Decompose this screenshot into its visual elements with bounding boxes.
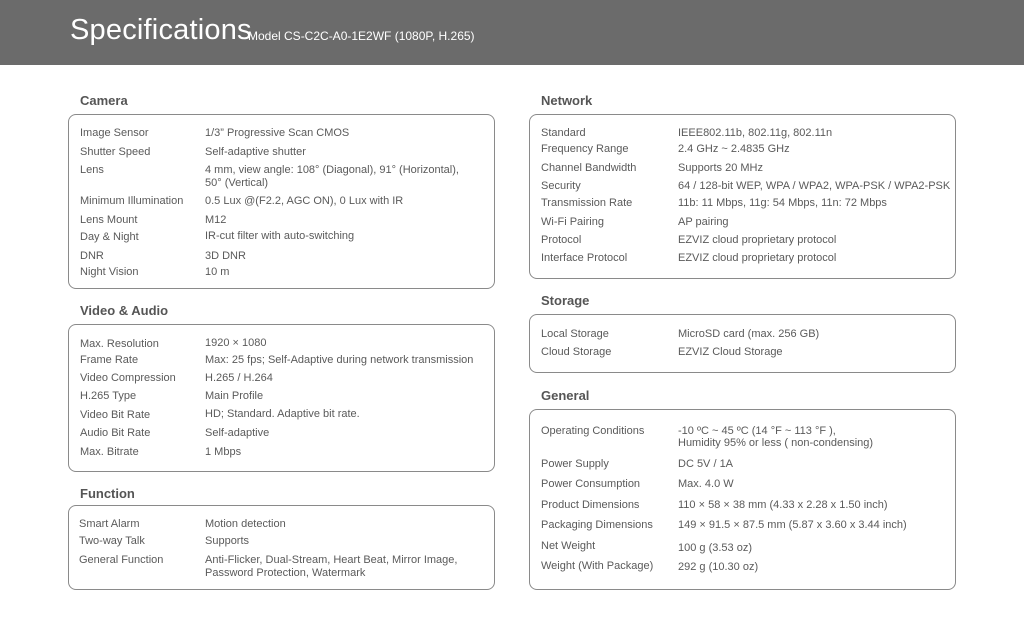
video-audio-section-title: Video & Audio xyxy=(80,303,169,318)
network-spec-box xyxy=(529,114,956,279)
network-section-title: Network xyxy=(541,93,593,108)
spec-value: MicroSD card (max. 256 GB) xyxy=(678,328,820,340)
spec-label: Power Supply xyxy=(541,458,609,470)
spec-label: Image Sensor xyxy=(80,127,149,139)
spec-label: Max. Resolution xyxy=(80,338,159,350)
spec-label: Security xyxy=(541,180,581,192)
spec-label: Two-way Talk xyxy=(79,535,145,547)
spec-label: Lens Mount xyxy=(80,214,138,226)
spec-value: Self-adaptive shutter xyxy=(205,146,306,158)
spec-value: -10 ºC ~ 45 ºC (14 °F ~ 113 °F ), xyxy=(678,425,836,437)
spec-label: Frame Rate xyxy=(80,354,139,366)
spec-label: Wi-Fi Pairing xyxy=(541,216,604,228)
spec-label: Night Vision xyxy=(80,266,139,278)
video-audio-spec-box xyxy=(68,324,495,472)
spec-label: General Function xyxy=(79,554,164,566)
spec-value: AP pairing xyxy=(678,216,729,228)
spec-value: 64 / 128-bit WEP, WPA / WPA2, WPA-PSK / WPA2-PSK xyxy=(678,180,951,192)
spec-value: Max. 4.0 W xyxy=(678,478,734,490)
spec-label: Shutter Speed xyxy=(80,146,151,158)
spec-label: Channel Bandwidth xyxy=(541,162,637,174)
spec-label: Protocol xyxy=(541,234,582,246)
spec-label: Local Storage xyxy=(541,328,609,340)
spec-label: Smart Alarm xyxy=(79,518,140,530)
spec-value: EZVIZ cloud proprietary protocol xyxy=(678,252,837,264)
spec-value: Anti-Flicker, Dual-Stream, Heart Beat, Mirror Image, xyxy=(205,554,458,566)
spec-value: 1920 × 1080 xyxy=(205,337,267,349)
model-label: Model CS-C2C-A0-1E2WF (1080P, H.265) xyxy=(248,29,475,43)
spec-value: 0.5 Lux @(F2.2, AGC ON), 0 Lux with IR xyxy=(205,195,404,207)
spec-value: EZVIZ cloud proprietary protocol xyxy=(678,234,837,246)
spec-value: H.265 / H.264 xyxy=(205,372,273,384)
spec-label: Interface Protocol xyxy=(541,252,628,264)
spec-value: 1 Mbps xyxy=(205,446,242,458)
spec-value: 292 g (10.30 oz) xyxy=(678,561,759,573)
spec-label: Video Bit Rate xyxy=(80,409,151,421)
spec-value: IR-cut filter with auto-switching xyxy=(205,230,355,242)
storage-section-title: Storage xyxy=(541,293,590,308)
spec-value-continued: Password Protection, Watermark xyxy=(205,567,366,579)
spec-value: 100 g (3.53 oz) xyxy=(678,542,752,554)
spec-label: Standard xyxy=(541,127,586,139)
spec-value: 11b: 11 Mbps, 11g: 54 Mbps, 11n: 72 Mbps xyxy=(678,197,887,209)
spec-value: 110 × 58 × 38 mm (4.33 x 2.28 x 1.50 inch) xyxy=(678,499,888,511)
spec-value: IEEE802.11b, 802.11g, 802.11n xyxy=(678,127,833,139)
spec-value: 4 mm, view angle: 108° (Diagonal), 91° (Horizontal), xyxy=(205,164,459,176)
header-bar xyxy=(0,0,1024,65)
spec-label: Video Compression xyxy=(80,372,176,384)
spec-label: DNR xyxy=(80,250,104,262)
spec-label: H.265 Type xyxy=(80,390,137,402)
spec-value: 10 m xyxy=(205,266,230,278)
spec-label: Lens xyxy=(80,164,104,176)
general-section-title: General xyxy=(541,388,590,403)
spec-label: Net Weight xyxy=(541,540,596,552)
spec-label: Audio Bit Rate xyxy=(80,427,151,439)
spec-value: 2.4 GHz ~ 2.4835 GHz xyxy=(678,143,790,155)
spec-label: Transmission Rate xyxy=(541,197,633,209)
spec-value: Supports xyxy=(205,535,250,547)
storage-spec-box xyxy=(529,314,956,373)
spec-value: M12 xyxy=(205,214,227,226)
spec-value: Max: 25 fps; Self-Adaptive during network transmission xyxy=(205,354,474,366)
spec-value: Supports 20 MHz xyxy=(678,162,763,174)
spec-label: Operating Conditions xyxy=(541,425,645,437)
spec-value: Self-adaptive xyxy=(205,427,270,439)
spec-value: 3D DNR xyxy=(205,250,246,262)
spec-value: DC 5V / 1A xyxy=(678,458,734,470)
spec-value-continued: Humidity 95% or less ( non-condensing) xyxy=(678,437,874,449)
function-spec-box xyxy=(68,505,495,590)
page-title: Specifications xyxy=(70,14,252,46)
spec-label: Cloud Storage xyxy=(541,346,612,358)
spec-value: 1/3” Progressive Scan CMOS xyxy=(205,127,350,139)
spec-value: 149 × 91.5 × 87.5 mm (5.87 x 3.60 x 3.44 inch) xyxy=(678,519,907,531)
spec-value: Motion detection xyxy=(205,518,286,530)
general-spec-box xyxy=(529,409,956,590)
camera-section-title: Camera xyxy=(80,93,128,108)
spec-label: Frequency Range xyxy=(541,143,629,155)
spec-value: EZVIZ Cloud Storage xyxy=(678,346,783,358)
spec-label: Power Consumption xyxy=(541,478,641,490)
spec-label: Weight (With Package) xyxy=(541,560,654,572)
camera-spec-box xyxy=(68,114,495,289)
spec-label: Minimum Illumination xyxy=(80,195,184,207)
spec-label: Max. Bitrate xyxy=(80,446,139,458)
spec-value: HD; Standard. Adaptive bit rate. xyxy=(205,408,360,420)
spec-label: Packaging Dimensions xyxy=(541,519,653,531)
spec-label: Product Dimensions xyxy=(541,499,640,511)
spec-value: Main Profile xyxy=(205,390,264,402)
spec-label: Day & Night xyxy=(80,231,139,243)
spec-value-continued: 50° (Vertical) xyxy=(205,177,269,189)
function-section-title: Function xyxy=(80,486,135,501)
